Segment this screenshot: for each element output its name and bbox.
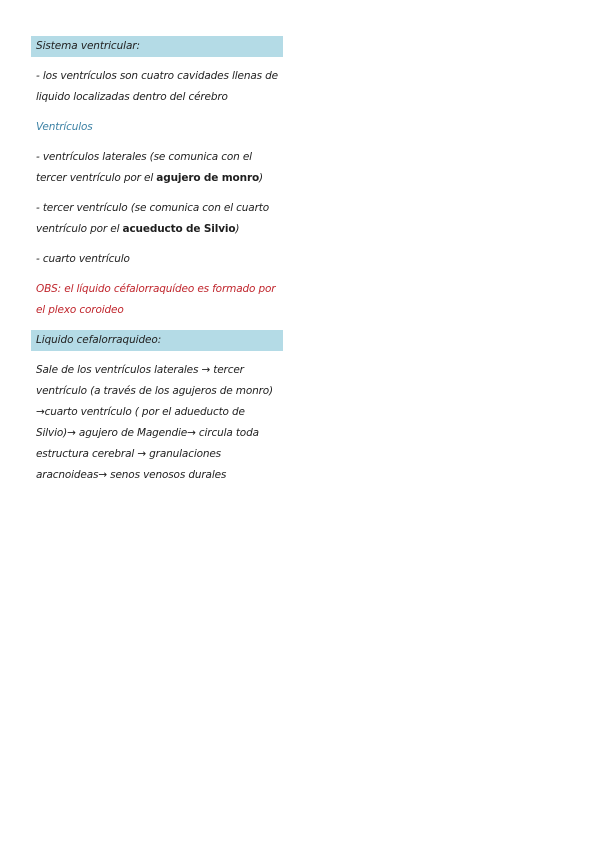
item-tercer-ventriculo-line-1: - tercer ventrículo (se comunica con el cuarto xyxy=(36,202,269,214)
item-cuarto-ventriculo: - cuarto ventrículo xyxy=(36,253,130,265)
obs-line-1: OBS: el líquido céfalorraquídeo es formado por xyxy=(36,283,276,295)
item2-text: ventrículo por el xyxy=(36,223,123,235)
intro-line-2: liquido localizadas dentro del cérebro xyxy=(36,91,228,103)
item1-close: ) xyxy=(259,172,263,184)
item2-close: ) xyxy=(235,223,240,235)
flow-line-6: aracnoideas→ senos venosos durales xyxy=(36,469,227,481)
section-heading-sistema-ventricular: Sistema ventricular: xyxy=(31,36,283,57)
flow-line-4: Silvio)→ agujero de Magendie→ circula toda xyxy=(36,427,259,439)
notes-page xyxy=(31,36,283,486)
flow-line-2: ventrículo (a través de los agujeros de monro) xyxy=(36,385,274,397)
obs-line-2: el plexo coroideo xyxy=(36,304,124,316)
item-ventriculos-laterales-line-1: - ventrículos laterales (se comunica con el xyxy=(36,151,252,163)
subheading-ventriculos: Ventrículos xyxy=(36,121,93,133)
intro-line-1: - los ventrículos son cuatro cavidades llenas de xyxy=(36,70,278,82)
flow-line-1: Sale de los ventrículos laterales → tercer xyxy=(36,364,244,376)
section-heading-liquido-cefalorraquideo: Liquido cefalorraquideo: xyxy=(31,330,283,351)
flow-line-5: estructura cerebral → granulaciones xyxy=(36,448,221,460)
item-ventriculos-laterales-line-2 xyxy=(31,168,283,189)
term-acueducto-de-silvio: acueducto de Silvio xyxy=(122,223,236,235)
flow-line-3: →cuarto ventrículo ( por el adueducto de xyxy=(36,406,245,418)
item1-text: tercer ventrículo por el xyxy=(36,172,157,184)
term-agujero-de-monro: agujero de monro xyxy=(156,172,260,184)
item-tercer-ventriculo-line-2 xyxy=(31,219,283,240)
